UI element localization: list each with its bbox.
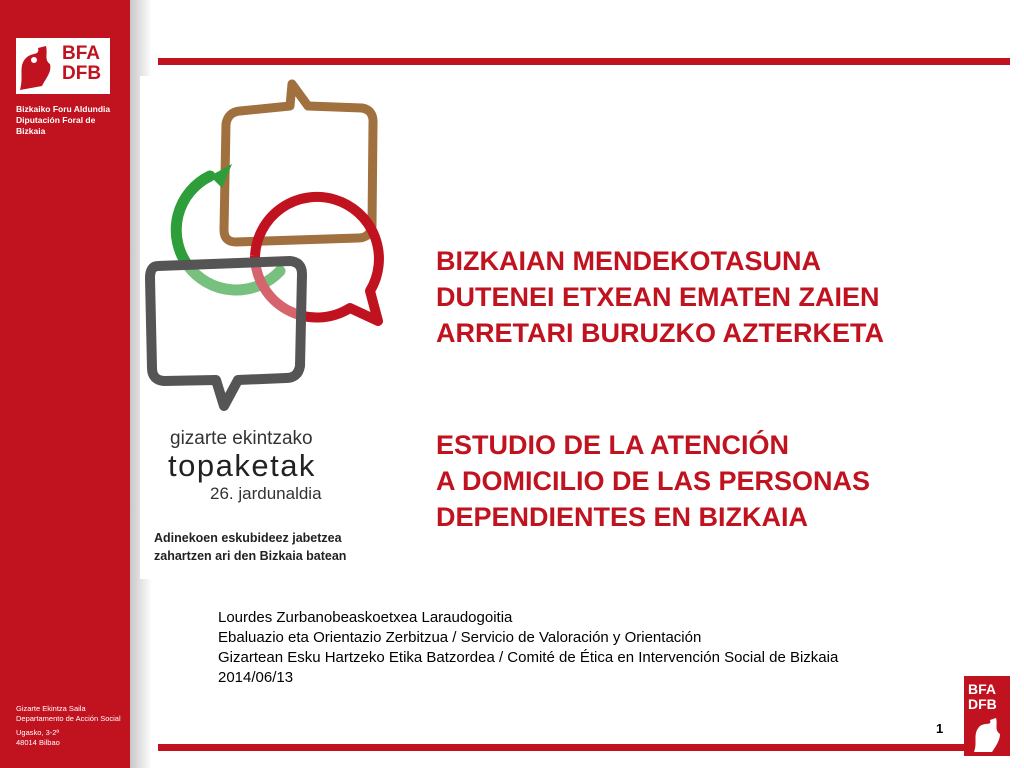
department-name-es: Departamento de Acción Social [16, 713, 121, 723]
poster-tagline-2: zahartzen ari den Bizkaia batean [154, 549, 347, 563]
footer-logo [964, 676, 1010, 756]
author-name: Lourdes Zurbanobeaskoetxea Laraudogoitia [218, 609, 513, 626]
footer-emblem-icon [964, 676, 1010, 756]
address-line-2: 48014 Bilbao [16, 737, 60, 747]
poster-line-3: 26. jardunaldia [210, 484, 322, 503]
presentation-date: 2014/06/13 [218, 669, 294, 686]
event-poster [140, 76, 402, 579]
department-name-eu: Gizarte Ekintza Saila [16, 704, 86, 713]
committee-name: Gizartean Esku Hartzeko Etika Batzordea / Comité de Ética en Intervención Social de Bizkaia [218, 649, 839, 666]
logo-text [62, 44, 101, 84]
title-eu-line-1: BIZKAIAN MENDEKOTASUNA [436, 246, 821, 276]
logo-abbrev-1: BFA [62, 43, 100, 64]
logo-mark [16, 38, 116, 104]
poster-tagline-1: Adinekoen eskubideez jabetzea [154, 531, 342, 545]
title-eu-line-3: ARRETARI BURUZKO AZTERKETA [436, 318, 884, 348]
top-rule [158, 58, 1010, 65]
title-es-line-3: DEPENDIENTES EN BIZKAIA [436, 502, 809, 532]
bfa-logo [16, 38, 116, 137]
speech-bubbles-icon [140, 76, 402, 426]
footer-logo-abbrev-2: DFB [968, 696, 997, 712]
bottom-rule [158, 744, 1010, 751]
logo-abbrev-2: DFB [62, 63, 102, 84]
service-name: Ebaluazio eta Orientazio Zerbitzua / Servicio de Valoración y Orientación [218, 629, 702, 646]
footer-logo-abbrev-1: BFA [968, 681, 996, 697]
title-es-line-1: ESTUDIO DE LA ATENCIÓN [436, 430, 790, 460]
poster-line-2: topaketak [168, 448, 316, 483]
title-spanish [436, 427, 870, 535]
poster-line-1: gizarte ekintzako [170, 428, 313, 449]
org-name-eu: Bizkaiko Foru Aldundia [16, 104, 111, 114]
sidebar [0, 0, 130, 768]
org-name-es: Diputación Foral de Bizkaia [16, 115, 96, 136]
title-eu-line-2: DUTENEI ETXEAN EMATEN ZAIEN [436, 282, 880, 312]
page-number: 1 [936, 721, 944, 736]
title-es-line-2: A DOMICILIO DE LAS PERSONAS [436, 466, 871, 496]
credits [218, 608, 838, 688]
title-basque [436, 243, 884, 351]
address-line-1: Ugasko, 3-2ª [16, 728, 60, 737]
department-info [16, 704, 121, 747]
